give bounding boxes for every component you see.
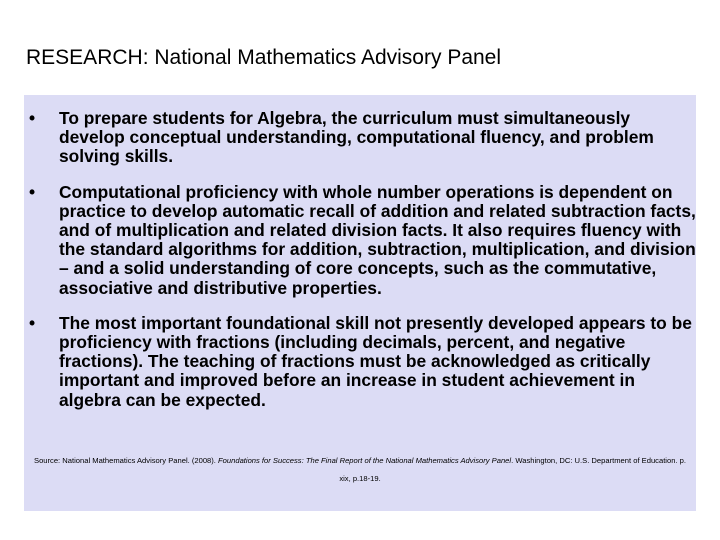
bullet-text: The most important foundational skill not presently developed appears to be proficiency with fractions (including decimals, percent, and negative fractions). The teaching of fractions must be acknowledged as critically important and improved before an increase in student achievement in algebra can be expected. [59, 312, 692, 410]
content-panel [24, 95, 696, 511]
source-suffix: . Washington, DC: U.S. Department of Education. p. xix, p.18-19. [339, 456, 686, 483]
bullet-marker: • [29, 181, 36, 202]
bullet-list [24, 109, 696, 410]
bullet-marker: • [29, 108, 36, 128]
bullet-text: Computational proficiency with whole number operations is dependent on practice to develop automatic recall of addition and related subtraction facts, and of multiplication and related division facts. It also requires fluency with the standard algorithms for addition, subtraction, multiplication, and division – and a solid understanding of core concepts, such as the commutative, associative and distributive properties. [59, 181, 696, 298]
slide-title: RESEARCH: National Mathematics Advisory Panel [26, 46, 502, 69]
bullet-marker: • [29, 312, 36, 333]
source-report-title: Foundations for Success: The Final Report of the National Mathematics Advisory Panel [218, 456, 512, 465]
bullet-item-algebra-curriculum [24, 109, 696, 167]
bullet-item-fractions [24, 314, 696, 410]
source-prefix: Source: National Mathematics Advisory Panel. (2008). [34, 456, 219, 465]
source-citation [32, 452, 688, 488]
bullet-text: To prepare students for Algebra, the curriculum must simultaneously develop conceptual understanding, computational fluency, and problem solving skills. [59, 108, 654, 167]
bullet-item-computational-proficiency [24, 183, 696, 298]
